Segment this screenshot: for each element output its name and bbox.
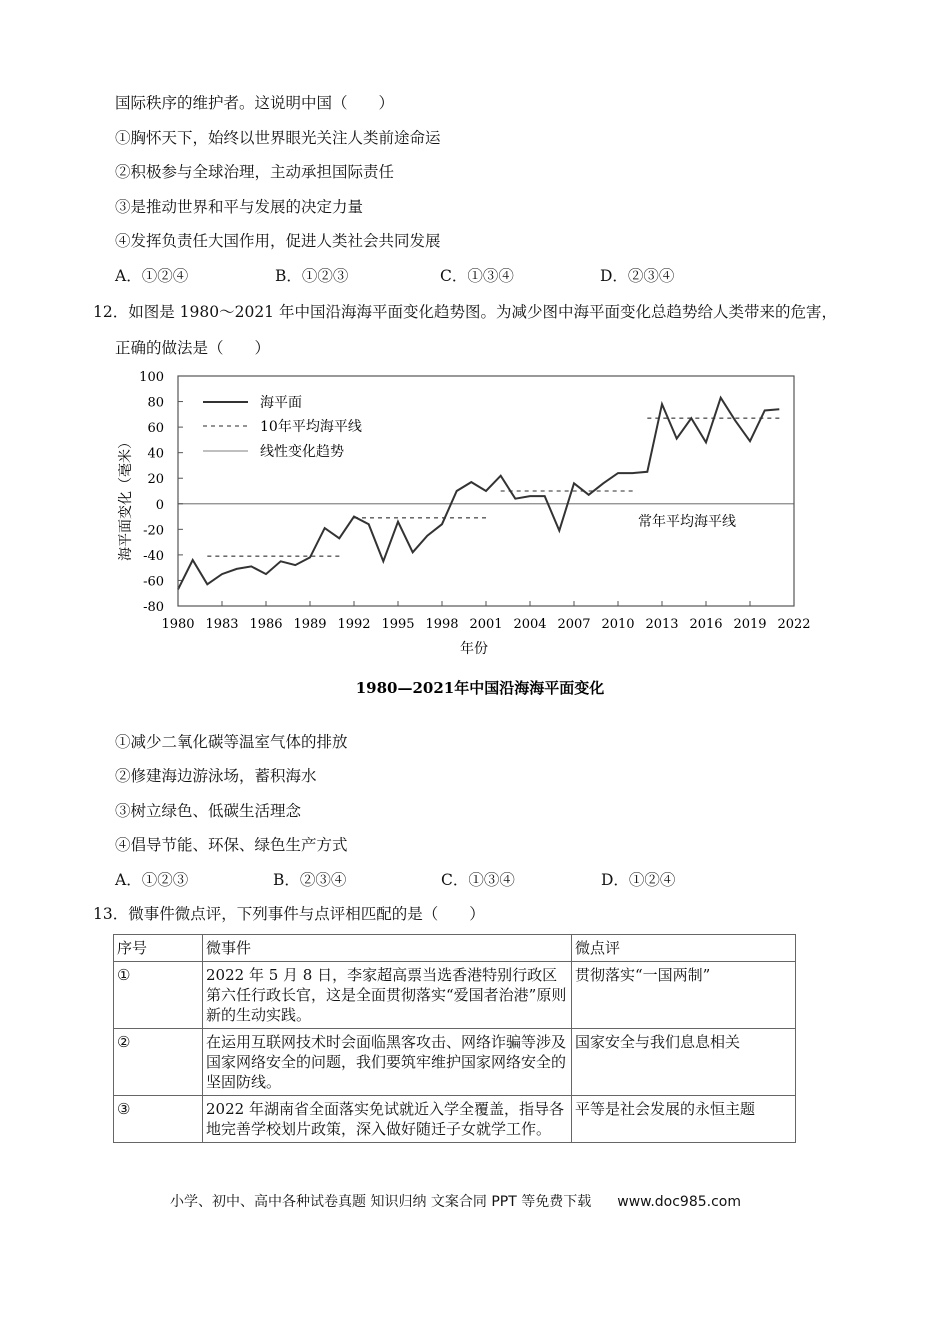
q12-stem-line-1: 12．如图是 1980～2021 年中国沿海海平面变化趋势图。为减少图中海平面变化总趋势给人类带来的危害，: [93, 303, 837, 321]
table-row: [114, 1029, 796, 1096]
x-tick-label: 1992: [337, 617, 371, 632]
page-footer: [170, 1191, 741, 1211]
y-tick-label: 40: [147, 446, 164, 462]
x-tick-label: 1998: [425, 617, 459, 632]
x-tick-label: 2007: [557, 617, 591, 632]
row-event: 在运用互联网技术时会面临黑客攻击、网络诈骗等涉及国家网络安全的问题，我们要筑牢维护国家网络安全的坚固防线。: [203, 1029, 572, 1096]
y-tick-label: -40: [143, 548, 164, 564]
x-tick-label: 2010: [601, 617, 635, 632]
x-axis-label: 年份: [460, 641, 488, 657]
q11-options: [115, 266, 674, 286]
y-tick-label: -60: [143, 574, 164, 590]
footer-site-link[interactable]: www.doc985.com: [617, 1194, 741, 1210]
row-comment: 平等是社会发展的永恒主题: [572, 1096, 796, 1143]
q11-option-a[interactable]: A．①②④: [115, 267, 189, 285]
footer-text: 小学、初中、高中各种试卷真题 知识归纳 文案合同 PPT 等免费下载: [170, 1194, 592, 1210]
x-tick-label: 1995: [381, 617, 415, 632]
q11-item-1: ①胸怀天下，始终以世界眼光关注人类前途命运: [115, 129, 441, 147]
q12-option-d[interactable]: D．①②④: [601, 871, 676, 889]
event-comment-table: [113, 934, 796, 1143]
x-tick-label: 1986: [249, 617, 283, 632]
header-comment: 微点评: [572, 935, 796, 962]
y-axis-ticks: [139, 370, 183, 615]
x-tick-label: 2001: [469, 617, 503, 632]
y-axis-label: 海平面变化（毫米）: [118, 435, 134, 561]
chart-title: 1980—2021年中国沿海海平面变化: [355, 679, 605, 697]
x-tick-label: 1989: [293, 617, 327, 632]
x-tick-label: 2013: [645, 617, 679, 632]
y-tick-label: 60: [147, 421, 164, 437]
q11-stem-tail: 国际秩序的维护者。这说明中国（ ）: [115, 94, 395, 112]
q12-item-3: ③树立绿色、低碳生活理念: [115, 802, 302, 820]
q12-option-a[interactable]: A．①②③: [115, 871, 189, 889]
y-tick-label: 0: [155, 497, 164, 513]
x-tick-label: 2022: [777, 617, 811, 632]
x-tick-label: 1983: [205, 617, 239, 632]
row-comment: 国家安全与我们息息相关: [572, 1029, 796, 1096]
legend-ten-year-average: 10年平均海平线: [260, 419, 362, 435]
row-number: ②: [114, 1029, 203, 1096]
legend-sea-level: 海平面: [260, 395, 302, 411]
q12-option-c[interactable]: C．①③④: [441, 871, 515, 889]
x-tick-label: 1980: [161, 617, 195, 632]
chart-legend: [203, 395, 362, 460]
sea-level-chart: [108, 368, 818, 708]
q11-option-b[interactable]: B．①②③: [275, 267, 349, 285]
q11-option-d[interactable]: D．②③④: [600, 267, 675, 285]
baseline-label: 常年平均海平线: [638, 514, 736, 530]
legend-linear-trend: 线性变化趋势: [260, 444, 344, 460]
y-tick-label: -80: [143, 600, 164, 615]
y-tick-label: 100: [139, 370, 164, 385]
row-event: 2022 年 5 月 8 日，李家超高票当选香港特别行政区第六任行政长官，这是全面贯彻落实“爱国者治港”原则新的生动实践。: [203, 962, 572, 1029]
row-event: 2022 年湖南省全面落实免试就近入学全覆盖，指导各地完善学校划片政策，深入做好随迁子女就学工作。: [203, 1096, 572, 1143]
y-tick-label: 80: [147, 395, 164, 411]
q12-options: [115, 870, 675, 890]
q11-item-3: ③是推动世界和平与发展的决定力量: [115, 198, 364, 216]
header-number: 序号: [114, 935, 203, 962]
y-tick-label: -20: [143, 523, 164, 539]
q12-stem-line-2: 正确的做法是（ ）: [115, 339, 271, 357]
q13-stem: 13．微事件微点评，下列事件与点评相匹配的是（ ）: [93, 905, 485, 923]
x-tick-label: 2004: [513, 617, 547, 632]
q12-option-b[interactable]: B．②③④: [273, 871, 347, 889]
q11-item-4: ④发挥负责任大国作用，促进人类社会共同发展: [115, 232, 441, 250]
q12-item-1: ①减少二氧化碳等温室气体的排放: [115, 733, 348, 751]
q11-option-c[interactable]: C．①③④: [440, 267, 514, 285]
table-row: [114, 1096, 796, 1143]
x-tick-label: 2019: [733, 617, 767, 632]
y-tick-label: 20: [147, 472, 164, 488]
q12-item-2: ②修建海边游泳场，蓄积海水: [115, 767, 317, 785]
table-header-row: [114, 935, 796, 962]
row-comment: 贯彻落实“一国两制”: [572, 962, 796, 1029]
x-tick-label: 2016: [689, 617, 723, 632]
row-number: ①: [114, 962, 203, 1029]
ten-year-average-lines: [207, 418, 779, 556]
q11-item-2: ②积极参与全球治理，主动承担国际责任: [115, 163, 395, 181]
row-number: ③: [114, 1096, 203, 1143]
header-event: 微事件: [203, 935, 572, 962]
table-row: [114, 962, 796, 1029]
q12-item-4: ④倡导节能、环保、绿色生产方式: [115, 836, 348, 854]
